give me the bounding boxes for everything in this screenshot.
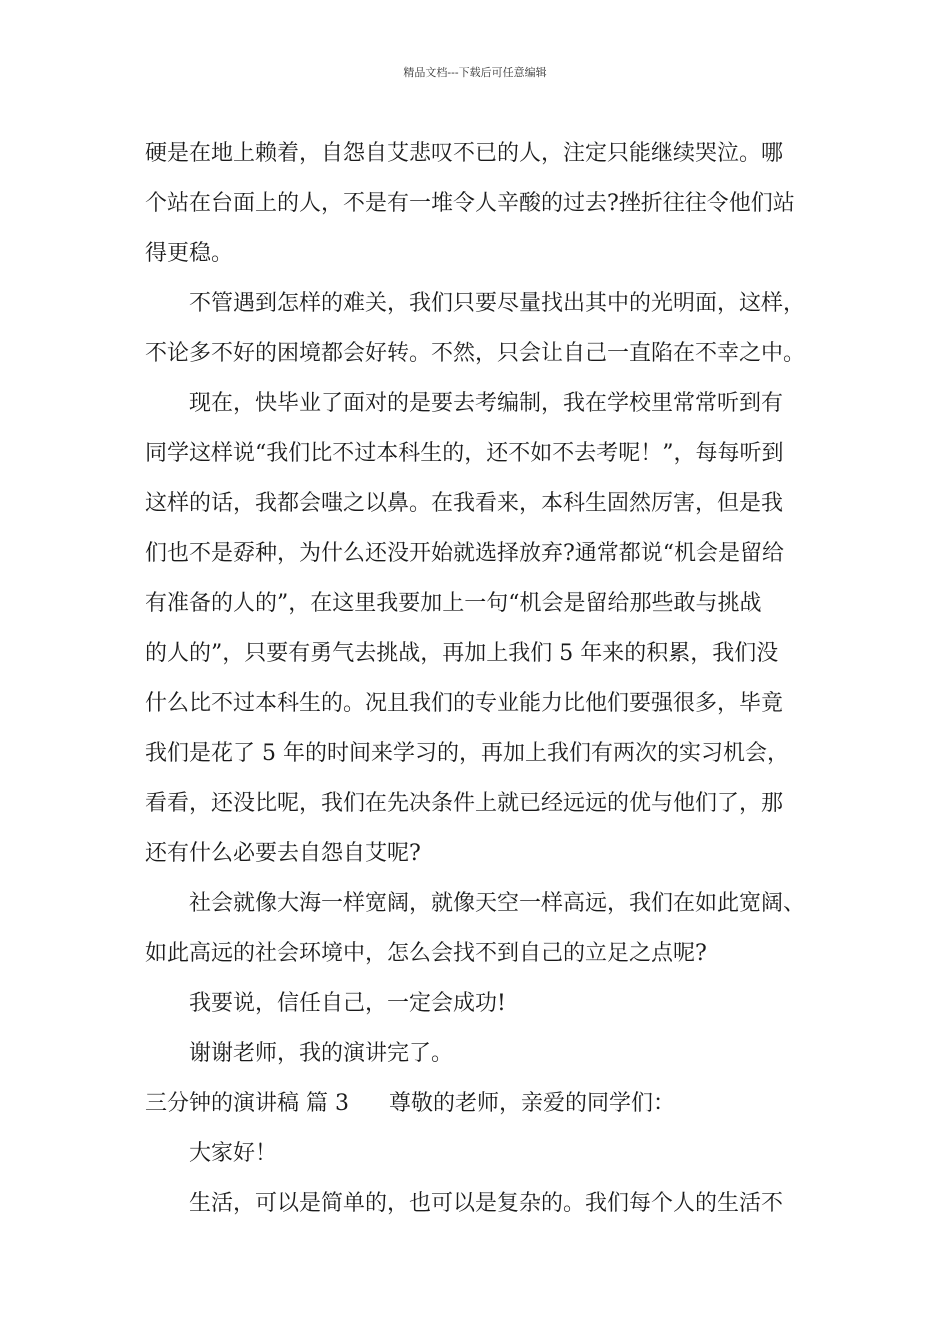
text-line: 有准备的人的”，在这里我要加上一句“机会是留给那些敢与挑战 bbox=[145, 591, 762, 616]
text-line: 社会就像大海一样宽阔，就像天空一样高远，我们在如此宽阔、 bbox=[189, 891, 806, 916]
text-line: 我们是花了 5 年的时间来学习的，再加上我们有两次的实习机会， bbox=[145, 741, 789, 766]
text-line: 们也不是孬种，为什么还没开始就选择放弃?通常都说“机会是留给 bbox=[145, 541, 785, 566]
text-line: 我要说，信任自己，一定会成功! bbox=[189, 991, 506, 1016]
text-line: 现在，快毕业了面对的是要去考编制，我在学校里常常听到有 bbox=[189, 391, 784, 416]
text-line: 还有什么必要去自怨自艾呢? bbox=[145, 841, 421, 866]
text-line: 的人的”，只要有勇气去挑战，再加上我们 5 年来的积累，我们没 bbox=[145, 641, 779, 666]
text-line: 什么比不过本科生的。况且我们的专业能力比他们要强很多，毕竟 bbox=[145, 691, 784, 716]
text-line: 如此高远的社会环境中，怎么会找不到自己的立足之点呢? bbox=[145, 941, 707, 966]
document-body bbox=[145, 133, 835, 1233]
text-line: 谢谢老师，我的演讲完了。 bbox=[189, 1041, 454, 1066]
text-line: 同学这样说“我们比不过本科生的，还不如不去考呢！”，每每听到 bbox=[145, 441, 784, 466]
section-heading-line bbox=[145, 1083, 835, 1133]
text-line: 得更稳。 bbox=[145, 241, 234, 266]
section-title: 三分钟的演讲稿 篇 3 bbox=[145, 1091, 349, 1116]
text-line: 这样的话，我都会嗤之以鼻。在我看来，本科生固然厉害，但是我 bbox=[145, 491, 784, 516]
text-line: 不论多不好的困境都会好转。不然，只会让自己一直陷在不幸之中。 bbox=[145, 341, 806, 366]
section-greeting: 尊敬的老师，亲爱的同学们： bbox=[388, 1091, 675, 1116]
text-line: 硬是在地上赖着，自怨自艾悲叹不已的人，注定只能继续哭泣。哪 bbox=[145, 141, 784, 166]
text-line: 个站在台面上的人，不是有一堆令人辛酸的过去?挫折往往令他们站 bbox=[145, 191, 795, 216]
page-header: 精品文档---下载后可任意编辑 bbox=[403, 66, 547, 79]
text-line: 生活，可以是简单的，也可以是复杂的。我们每个人的生活不 bbox=[189, 1191, 784, 1216]
text-line: 不管遇到怎样的难关，我们只要尽量找出其中的光明面，这样， bbox=[189, 291, 806, 316]
text-line: 大家好！ bbox=[189, 1141, 278, 1166]
text-line: 看看，还没比呢，我们在先决条件上就已经远远的优与他们了，那 bbox=[145, 791, 784, 816]
